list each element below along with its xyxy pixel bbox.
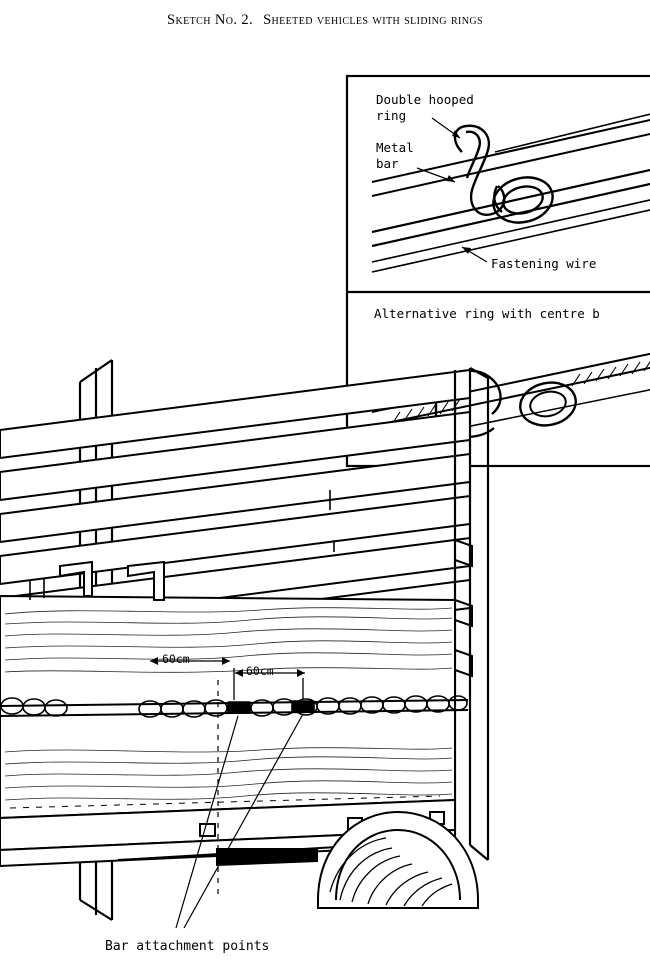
label-fastening-wire: Fastening wire <box>491 256 597 271</box>
caption-bar-attachment-points: Bar attachment points <box>105 939 270 954</box>
label-alternative-ring: Alternative ring with centre b <box>374 306 600 321</box>
label-metal-bar-line1: Metal <box>376 140 414 155</box>
label-metal-bar-line2: bar <box>376 156 399 171</box>
page-title-prefix: Sketch No. 2. <box>167 12 254 28</box>
label-double-hooped-ring-line1: Double hooped <box>376 92 474 107</box>
dimension-label-left: 60cm <box>162 652 190 666</box>
page-title-main: Sheeted vehicles with sliding rings <box>263 12 483 28</box>
dimension-label-right: 60cm <box>246 664 274 678</box>
label-double-hooped-ring-line2: ring <box>376 108 407 123</box>
